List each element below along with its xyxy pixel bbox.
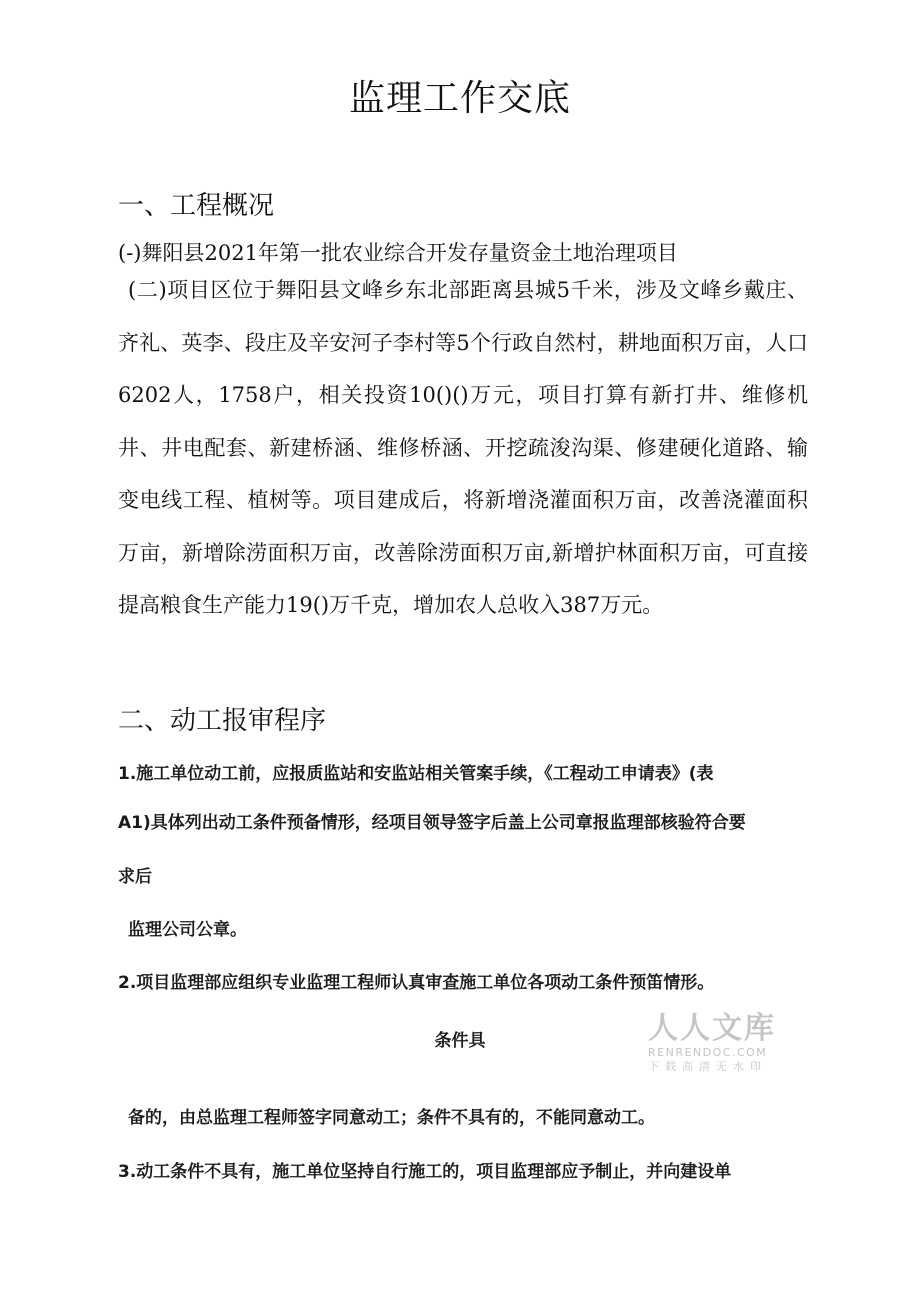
watermark-logo	[648, 1012, 778, 1074]
approval-item-1-line-2: A1)具体列出动工条件预备情形，经项目领导签字后盖上公司章报监理部核验符合要	[118, 813, 746, 833]
watermark-text: 人人文库	[648, 1011, 776, 1046]
section-heading-overview: 一、工程概况	[118, 191, 275, 221]
approval-item-2-line-2: 条件具	[434, 1031, 486, 1051]
watermark-url: RENRENDOC.COM	[648, 1046, 768, 1059]
approval-item-1-line-3: 求后	[118, 867, 152, 887]
overview-item-2: (二)项目区位于舞阳县文峰乡东北部距离县城5千米，涉及文峰乡戴庄、齐礼、英李、段庄及辛安河子李村等5个行政自然村，耕地面积万亩，人口6202人，1758户，相关投资10()()万元，项目打算有新打井、维修机井、井电配套、新建桥涵、维修桥涵、开挖疏浚沟渠、修建硬化道路、输变电线工程、植树等。项目建成后，将新增浇灌面积万亩，改善浇灌面积万亩，新增除涝面积万亩，改善除涝面积万亩,新增护林面积万亩，可直接提高粮食生产能力19()万千克，增加农人总收入387万元。	[118, 278, 808, 617]
section-heading-approval: 二、动工报审程序	[118, 706, 327, 736]
approval-item-1-line-1: 1.施工单位动工前，应报质监站和安监站相关管案手续，《工程动工申请表》(表	[118, 764, 714, 784]
approval-item-2-line-3: 备的，由总监理工程师签字同意动工；条件不具有的，不能同意动工。	[128, 1108, 655, 1128]
page-title: 监理工作交底	[348, 78, 571, 119]
watermark-subtitle: 下载高清无水印	[648, 1060, 767, 1073]
approval-item-3-line-1: 3.动工条件不具有，施工单位坚持自行施工的，项目监理部应予制止，并向建设单	[118, 1162, 732, 1182]
approval-item-1-line-4: 监理公司公章。	[128, 920, 247, 940]
overview-item-1: (-)舞阳县2021年第一批农业综合开发存量资金土地治理项目	[118, 241, 678, 265]
approval-item-2-line-1: 2.项目监理部应组织专业监理工程师认真审查施工单位各项动工条件预笛情形。	[118, 973, 715, 993]
